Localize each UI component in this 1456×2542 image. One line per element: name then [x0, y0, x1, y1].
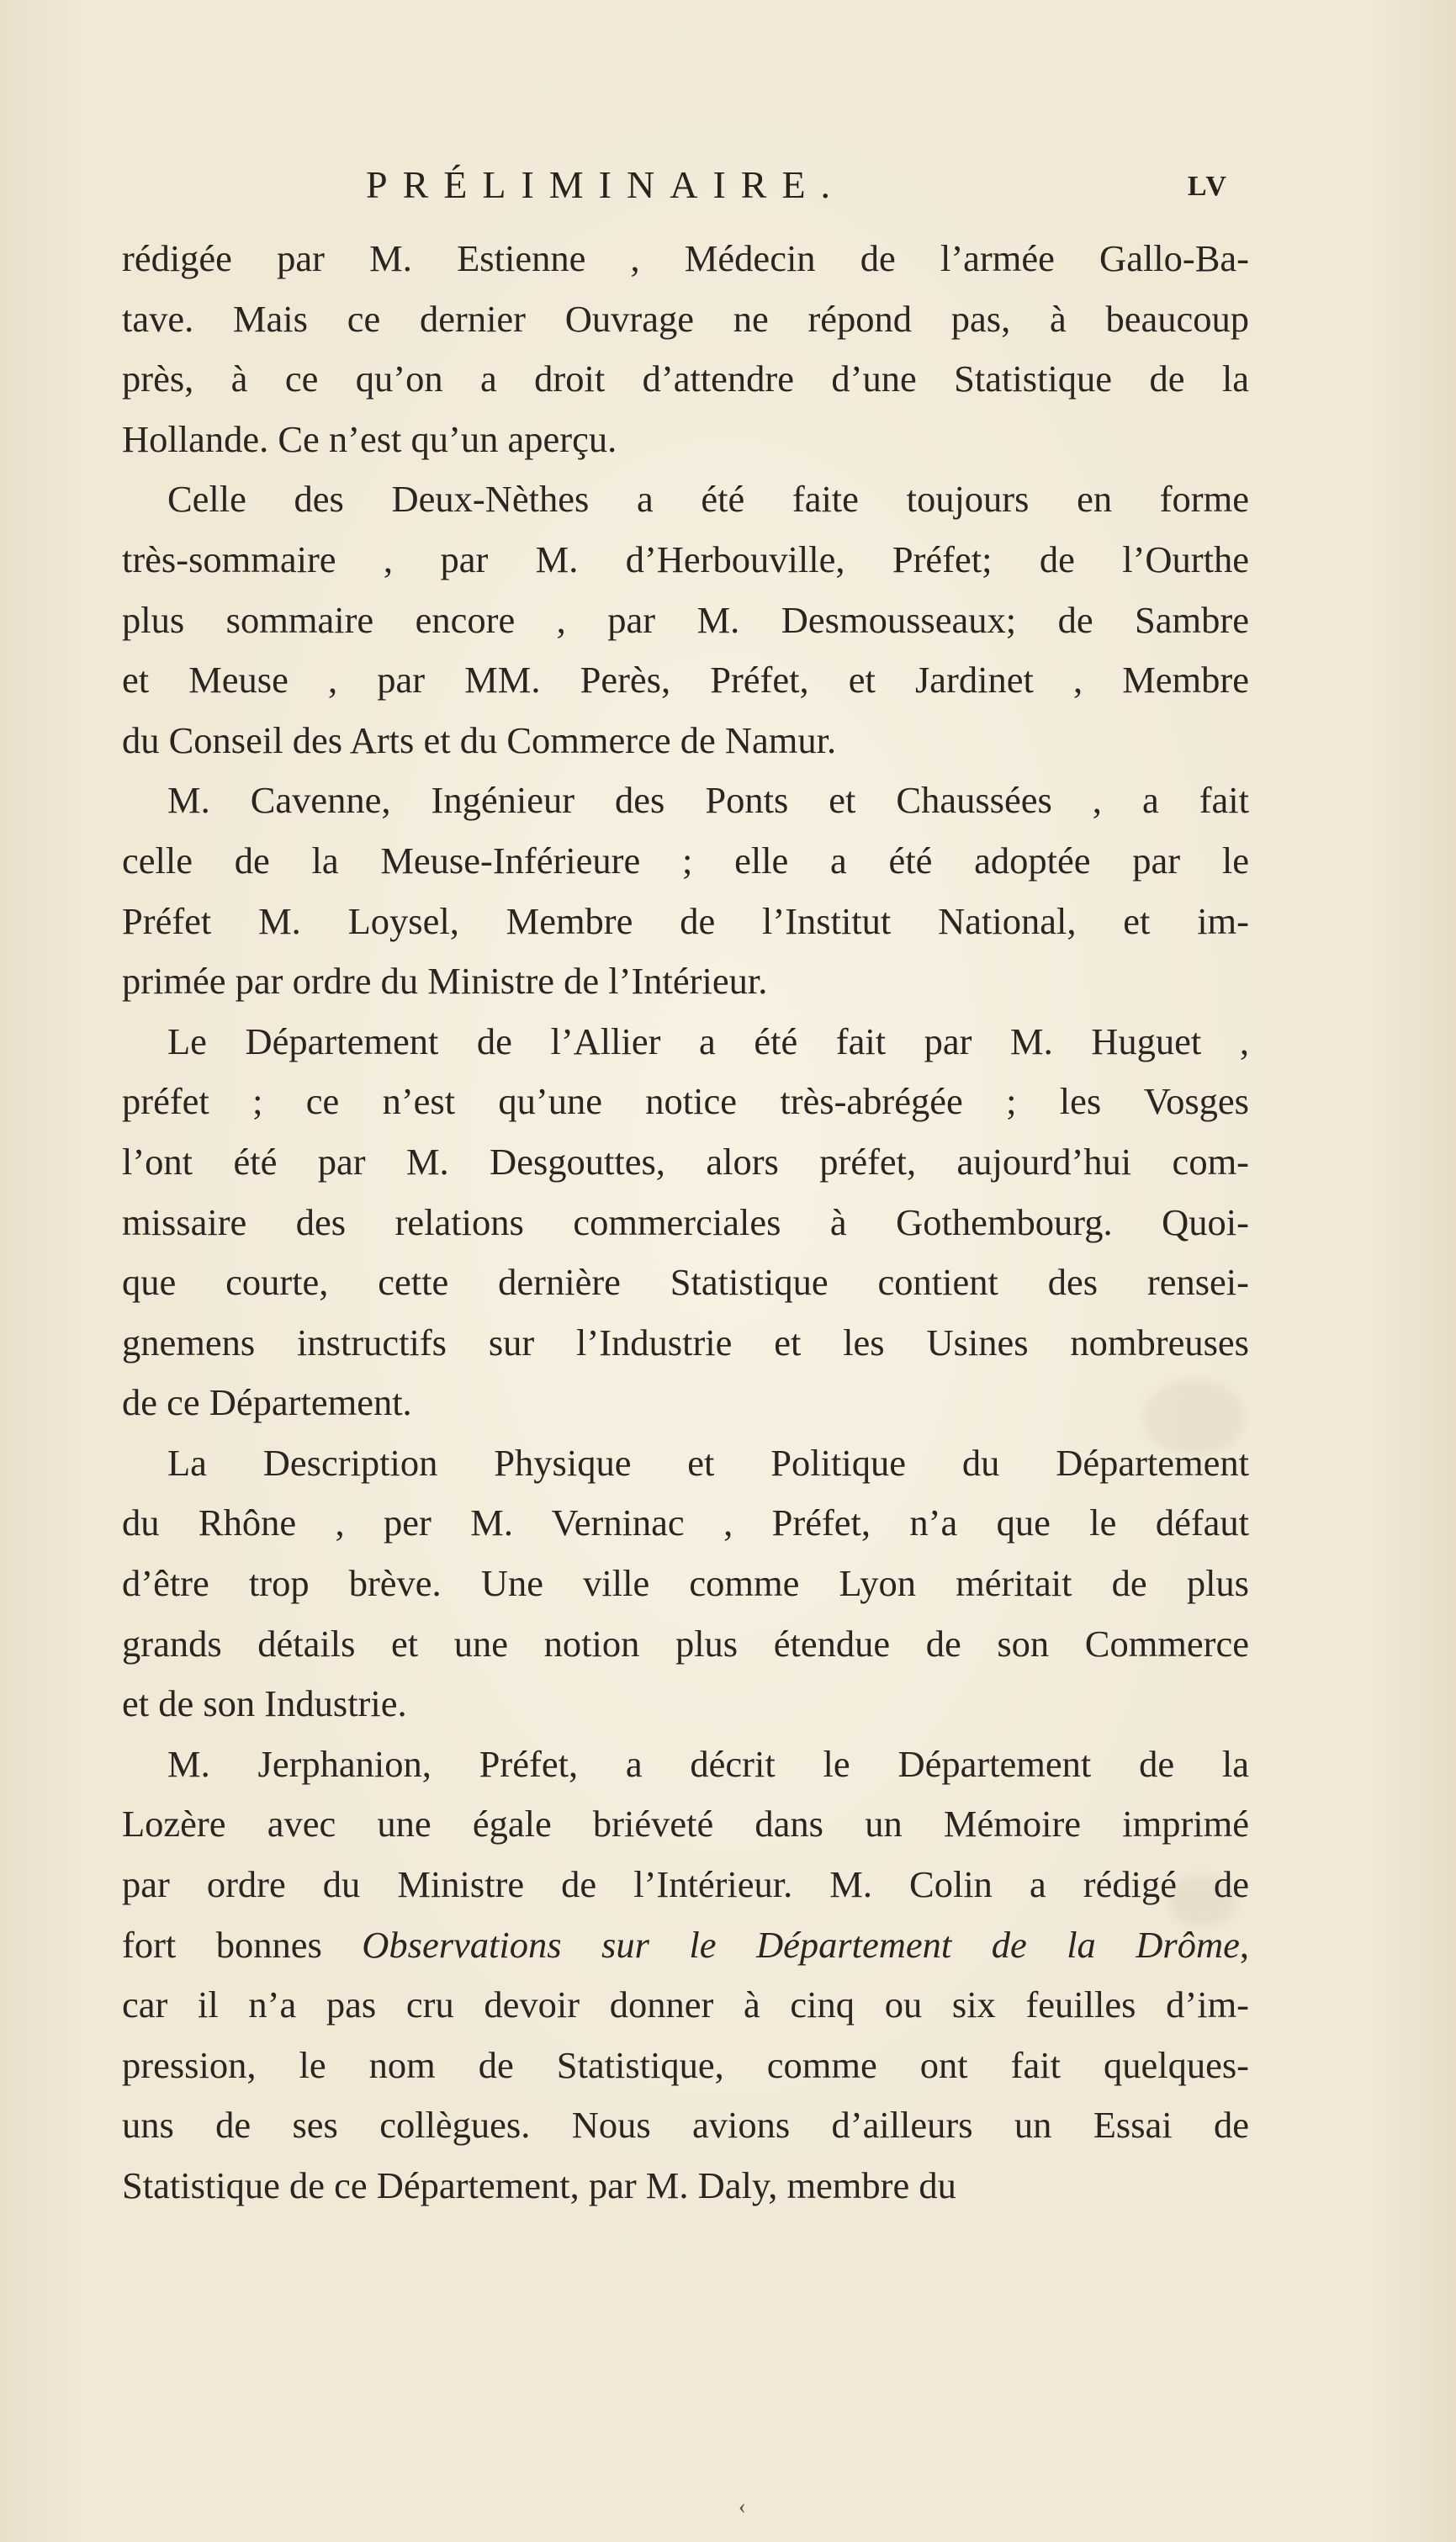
paragraph — [122, 1433, 1249, 1734]
text-line: La Description Physique et Politique du Département — [167, 1441, 1249, 1484]
text-line: missaire des relations commerciales à Gothembourg. Quoi- — [122, 1200, 1249, 1243]
text-line: Statistique de ce Département, par M. Daly, membre du — [122, 2164, 956, 2206]
text-line: grands détails et une notion plus étendue de son Commerce — [122, 1622, 1249, 1665]
text-line: primée par ordre du Ministre de l’Intérieur. — [122, 960, 768, 1003]
text-line: Lozère avec une égale briéveté dans un Mémoire imprimé — [122, 1803, 1249, 1846]
page-number: LV — [1187, 171, 1228, 202]
text-line: pression, le nom de Statistique, comme ont fait quelques- — [122, 2043, 1249, 2086]
text-line: du Rhône , per M. Verninac , Préfet, n’a que le défaut — [122, 1501, 1249, 1544]
paragraph — [122, 1012, 1249, 1433]
text-line: Hollande. Ce n’est qu’un aperçu. — [122, 417, 617, 460]
footer-mark: ‹ — [739, 2494, 746, 2518]
text-line: fort bonnes Observations sur le Département de la Drôme, — [122, 1923, 1249, 1966]
text-line: très-sommaire , par M. d’Herbouville, Préfet; de l’Ourthe — [122, 538, 1249, 580]
text-line: et Meuse , par MM. Perès, Préfet, et Jardinet , Membre — [122, 659, 1249, 702]
text-line: rédigée par M. Estienne , Médecin de l’armée Gallo-Ba- — [122, 237, 1249, 279]
running-title: PRÉLIMINAIRE. — [366, 163, 846, 206]
body-text — [122, 229, 1249, 2216]
text-line: l’ont été par M. Desgouttes, alors préfet, aujourd’hui com- — [122, 1140, 1249, 1183]
paragraph — [122, 469, 1249, 771]
text-line: de ce Département. — [122, 1381, 412, 1424]
text-line: d’être trop brève. Une ville comme Lyon méritait de plus — [122, 1562, 1249, 1605]
paragraph — [122, 1734, 1249, 2216]
text-line: Le Département de l’Allier a été fait par M. Huguet , — [167, 1019, 1249, 1062]
text-line: par ordre du Ministre de l’Intérieur. M. Colin a rédigé de — [122, 1863, 1249, 1906]
text-line: car il n’a pas cru devoir donner à cinq ou six feuilles d’im- — [122, 1983, 1249, 2026]
text-line: celle de la Meuse-Inférieure ; elle a été adoptée par le — [122, 839, 1249, 882]
text-line: Celle des Deux-Nèthes a été faite toujours en forme — [167, 478, 1249, 521]
text-line: du Conseil des Arts et du Commerce de Namur. — [122, 718, 837, 761]
page-header — [122, 160, 1228, 210]
text-line: préfet ; ce n’est qu’une notice très-abrégée ; les Vosges — [122, 1080, 1249, 1123]
text-line: Préfet M. Loysel, Membre de l’Institut National, et im- — [122, 899, 1249, 942]
text-line: uns de ses collègues. Nous avions d’ailleurs un Essai de — [122, 2104, 1249, 2147]
text-line: plus sommaire encore , par M. Desmousseaux; de Sambre — [122, 598, 1249, 641]
text-line: que courte, cette dernière Statistique contient des rensei- — [122, 1261, 1249, 1304]
text-line: près, à ce qu’on a droit d’attendre d’une Statistique de la — [122, 357, 1249, 400]
paragraph — [122, 771, 1249, 1011]
text-line: M. Cavenne, Ingénieur des Ponts et Chaussées , a fait — [167, 779, 1249, 822]
text-line: tave. Mais ce dernier Ouvrage ne répond pas, à beaucoup — [122, 297, 1249, 340]
italic-title: Observations sur le Département de la Drôme — [362, 1923, 1240, 1966]
text-line: M. Jerphanion, Préfet, a décrit le Département de la — [167, 1742, 1249, 1785]
text-line: gnemens instructifs sur l’Industrie et les Usines nombreuses — [122, 1321, 1249, 1364]
paragraph — [122, 229, 1249, 469]
text-line: et de son Industrie. — [122, 1682, 407, 1725]
